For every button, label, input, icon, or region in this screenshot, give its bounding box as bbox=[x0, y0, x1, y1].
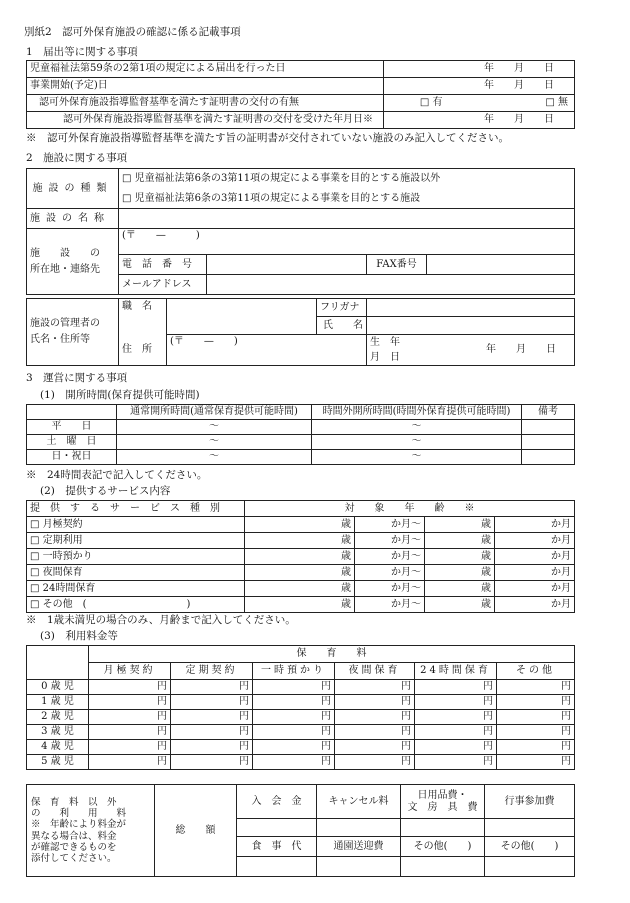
type-option-1[interactable]: □ 児童福祉法第6条の3第11項の規定による事業を目的とする施設以外 bbox=[119, 169, 575, 189]
fee-input[interactable] bbox=[317, 819, 401, 837]
fee-cell[interactable]: 円 bbox=[171, 680, 253, 695]
service-row-label[interactable]: □ 定期利用 bbox=[27, 533, 245, 549]
fee-cell[interactable]: 円 bbox=[335, 680, 415, 695]
birth-field[interactable]: 年 月 日 bbox=[415, 335, 575, 366]
fee-cell[interactable]: 円 bbox=[335, 755, 415, 770]
age-to-years[interactable]: 歳 bbox=[425, 565, 495, 581]
service-col-type: 提 供 す る サ ー ビ ス 種 別 bbox=[27, 501, 245, 517]
fee-cell[interactable]: 円 bbox=[335, 710, 415, 725]
fee-other-1: その他( ) bbox=[401, 837, 485, 857]
age-to-years[interactable]: 歳 bbox=[425, 549, 495, 565]
other-label-3: ※ 年齢により料金が bbox=[31, 819, 127, 831]
fee-cell[interactable]: 円 bbox=[89, 740, 171, 755]
fee-meal: 食 事 代 bbox=[237, 837, 317, 857]
fee-cell[interactable]: 円 bbox=[89, 680, 171, 695]
s1-row2-label: 事業開始(予定)日 bbox=[27, 78, 384, 95]
form-title: 別紙2 認可外保育施設の確認に係る記載事項 bbox=[24, 26, 241, 38]
fee-cell[interactable]: 円 bbox=[497, 725, 575, 740]
job-label: 職 名 bbox=[119, 299, 167, 335]
fee-cell[interactable]: 円 bbox=[253, 725, 335, 740]
tel-label: 電 話 番 号 bbox=[119, 255, 207, 275]
fee-cell[interactable]: 円 bbox=[335, 695, 415, 710]
fee-bus: 通園送迎費 bbox=[317, 837, 401, 857]
other-label-6: 添付してください。 bbox=[31, 852, 117, 864]
mail-field[interactable] bbox=[207, 275, 575, 295]
age-to-months[interactable]: か月 bbox=[495, 581, 575, 597]
location-label-1: 施 設 の bbox=[30, 247, 100, 259]
fee-input[interactable] bbox=[401, 819, 485, 837]
manager-label-2: 氏名・住所等 bbox=[30, 334, 90, 345]
day-saturday: 土 曜 日 bbox=[27, 435, 117, 450]
birth-label-1: 生 年 bbox=[370, 337, 400, 348]
service-col-age: 対 象 年 齢 ※ bbox=[245, 501, 575, 517]
fee-cell[interactable]: 円 bbox=[89, 725, 171, 740]
s2-heading: 2 施設に関する事項 bbox=[26, 152, 128, 164]
hours-note: ※ 24時間表記で記入してください。 bbox=[26, 469, 208, 481]
s1-row3-label: 認可外保育施設指導監督基準を満たす証明書の交付の有無 bbox=[27, 95, 384, 112]
age-to-months[interactable]: か月 bbox=[495, 533, 575, 549]
location-label-2: 所在地・連絡先 bbox=[30, 263, 100, 275]
service-table bbox=[26, 500, 575, 613]
fee-input[interactable] bbox=[485, 819, 575, 837]
service-row-label[interactable]: □ その他 ( ) bbox=[27, 597, 245, 613]
birth-label-2: 月 日 bbox=[370, 352, 400, 363]
fee-input[interactable] bbox=[237, 857, 317, 877]
day-holiday: 日・祝日 bbox=[27, 450, 117, 465]
checkbox-yes[interactable]: □ 有 bbox=[384, 95, 479, 112]
manager-label-1: 施設の管理者の bbox=[30, 318, 100, 329]
fee-cell[interactable]: 円 bbox=[171, 695, 253, 710]
age-to-years[interactable]: 歳 bbox=[425, 533, 495, 549]
name2-field[interactable] bbox=[367, 317, 575, 335]
fee-heading: (3) 利用料金等 bbox=[40, 630, 118, 642]
fee-cell[interactable]: 円 bbox=[497, 755, 575, 770]
fee-col-header: 定期契約 bbox=[171, 663, 253, 680]
fax-field[interactable] bbox=[427, 255, 575, 275]
fee-cell[interactable]: 円 bbox=[415, 725, 497, 740]
other-label-4: 異なる場合は、料金 bbox=[31, 830, 117, 842]
fee-cell[interactable]: 円 bbox=[171, 740, 253, 755]
fee-cell[interactable]: 円 bbox=[415, 695, 497, 710]
other-fee-table bbox=[26, 784, 575, 877]
hours-cell[interactable]: 〜 bbox=[117, 450, 312, 465]
fee-input[interactable] bbox=[401, 857, 485, 877]
fee-col-header: 24時間保育 bbox=[415, 663, 497, 680]
name-label: 施設の名称 bbox=[27, 209, 119, 229]
fee-cell[interactable]: 円 bbox=[335, 725, 415, 740]
age-from-months[interactable]: か月〜 bbox=[355, 533, 425, 549]
fee-col-header: 月極契約 bbox=[89, 663, 171, 680]
fee-cell[interactable]: 円 bbox=[89, 755, 171, 770]
fee-cell[interactable]: 円 bbox=[89, 695, 171, 710]
fee-event: 行事参加費 bbox=[485, 785, 575, 819]
address-field[interactable]: (〒 — ) bbox=[167, 335, 367, 366]
age-to-years[interactable]: 歳 bbox=[425, 597, 495, 613]
fee-cell[interactable]: 円 bbox=[415, 710, 497, 725]
s1-note: ※ 認可外保育施設指導監督基準を満たす旨の証明書が交付されていない施設のみ記入してください。 bbox=[26, 132, 509, 144]
fee-cell[interactable]: 円 bbox=[497, 740, 575, 755]
s1-row2-value[interactable]: 年 月 日 bbox=[384, 78, 575, 95]
fee-cancel: キャンセル料 bbox=[317, 785, 401, 819]
checkbox-no[interactable]: □ 無 bbox=[479, 95, 575, 112]
age-row-label: 4 歳 児 bbox=[27, 740, 89, 755]
hours-cell[interactable] bbox=[522, 420, 575, 435]
s1-row1-value[interactable]: 年 月 日 bbox=[384, 61, 575, 78]
furigana-field[interactable] bbox=[367, 299, 575, 317]
fee-cell[interactable]: 円 bbox=[253, 740, 335, 755]
fee-cell[interactable]: 円 bbox=[415, 755, 497, 770]
mail-label: メールアドレス bbox=[119, 275, 207, 295]
fee-cell[interactable]: 円 bbox=[253, 680, 335, 695]
other-label-5: が確認できるものを bbox=[31, 841, 117, 853]
age-from-years[interactable]: 歳 bbox=[245, 533, 355, 549]
fee-cell[interactable]: 円 bbox=[171, 710, 253, 725]
fee-entry: 入 会 金 bbox=[237, 785, 317, 819]
fee-input[interactable] bbox=[485, 857, 575, 877]
fee-cell[interactable]: 円 bbox=[497, 680, 575, 695]
hours-col-note: 備考 bbox=[522, 405, 575, 420]
hours-cell[interactable]: 〜 bbox=[117, 435, 312, 450]
age-row-label: 0 歳 児 bbox=[27, 680, 89, 695]
age-from-months[interactable]: か月〜 bbox=[355, 581, 425, 597]
type-option-2[interactable]: □ 児童福祉法第6条の3第11項の規定による事業を目的とする施設 bbox=[119, 189, 575, 209]
age-from-years[interactable]: 歳 bbox=[245, 597, 355, 613]
s1-heading: 1 届出等に関する事項 bbox=[26, 46, 138, 58]
age-from-years[interactable]: 歳 bbox=[245, 549, 355, 565]
fax-label: FAX番号 bbox=[367, 255, 427, 275]
hours-cell[interactable]: 〜 bbox=[312, 450, 522, 465]
service-row-label[interactable]: □ 24時間保育 bbox=[27, 581, 245, 597]
hours-cell[interactable]: 〜 bbox=[312, 435, 522, 450]
hours-col-normal: 通常開所時間(通常保育提供可能時間) bbox=[117, 405, 312, 420]
age-to-months[interactable]: か月 bbox=[495, 549, 575, 565]
s2-table bbox=[26, 168, 575, 295]
fee-input[interactable] bbox=[237, 819, 317, 837]
s3-heading: 3 運営に関する事項 bbox=[26, 372, 128, 384]
s1-table bbox=[26, 60, 575, 129]
fee-cell[interactable]: 円 bbox=[415, 740, 497, 755]
job-field[interactable] bbox=[167, 299, 317, 335]
name2-label: 氏 名 bbox=[317, 317, 367, 335]
service-heading: (2) 提供するサービス内容 bbox=[40, 485, 171, 497]
fee-supplies-2: 文 房 具 費 bbox=[407, 801, 478, 813]
fee-col-header: その他 bbox=[497, 663, 575, 680]
age-row-label: 5 歳 児 bbox=[27, 755, 89, 770]
hours-col-overtime: 時間外開所時間(時間外保育提供可能時間) bbox=[312, 405, 522, 420]
age-from-months[interactable]: か月〜 bbox=[355, 517, 425, 533]
fee-cell[interactable]: 円 bbox=[253, 755, 335, 770]
age-from-months[interactable]: か月〜 bbox=[355, 549, 425, 565]
fee-cell[interactable]: 円 bbox=[335, 740, 415, 755]
address-label: 住 所 bbox=[119, 335, 167, 366]
type-label: 施設の種類 bbox=[27, 169, 119, 209]
age-from-years[interactable]: 歳 bbox=[245, 517, 355, 533]
s1-row4-value[interactable]: 年 月 日 bbox=[384, 112, 575, 129]
age-row-label: 1 歳 児 bbox=[27, 695, 89, 710]
service-row-label[interactable]: □ 一時預かり bbox=[27, 549, 245, 565]
hours-cell[interactable] bbox=[522, 435, 575, 450]
age-from-years[interactable]: 歳 bbox=[245, 565, 355, 581]
s1-row4-label: 認可外保育施設指導監督基準を満たす証明書の交付を受けた年月日※ bbox=[27, 112, 384, 129]
fee-cell[interactable]: 円 bbox=[171, 725, 253, 740]
fee-input[interactable] bbox=[317, 857, 401, 877]
fee-col-header: 夜間保育 bbox=[335, 663, 415, 680]
fee-cell[interactable]: 円 bbox=[415, 680, 497, 695]
other-label-1: 保 育 料 以 外 bbox=[31, 796, 117, 808]
hours-cell[interactable]: 〜 bbox=[117, 420, 312, 435]
service-row-label[interactable]: □ 夜間保育 bbox=[27, 565, 245, 581]
fee-table bbox=[26, 645, 575, 770]
age-from-months[interactable]: か月〜 bbox=[355, 597, 425, 613]
fee-other-2: その他( ) bbox=[485, 837, 575, 857]
age-row-label: 2 歳 児 bbox=[27, 710, 89, 725]
fee-cell[interactable]: 円 bbox=[253, 710, 335, 725]
fee-cell[interactable]: 円 bbox=[497, 695, 575, 710]
hours-cell[interactable] bbox=[522, 450, 575, 465]
total-label: 総 額 bbox=[155, 785, 237, 877]
hours-table bbox=[26, 404, 575, 465]
service-note: ※ 1歳未満児の場合のみ、月齢まで記入してください。 bbox=[26, 614, 296, 626]
service-row-label[interactable]: □ 月極契約 bbox=[27, 517, 245, 533]
fee-cell[interactable]: 円 bbox=[497, 710, 575, 725]
s1-row1-label: 児童福祉法第59条の2第1項の規定による届出を行った日 bbox=[27, 61, 384, 78]
age-to-months[interactable]: か月 bbox=[495, 565, 575, 581]
tel-field[interactable] bbox=[207, 255, 367, 275]
hours-heading: (1) 開所時間(保育提供可能時間) bbox=[40, 389, 200, 401]
fee-cell[interactable]: 円 bbox=[89, 710, 171, 725]
fee-col-header: 一時預かり bbox=[253, 663, 335, 680]
fee-cell[interactable]: 円 bbox=[171, 755, 253, 770]
manager-table bbox=[26, 298, 575, 366]
other-label-2: の 利 用 料 bbox=[31, 808, 127, 820]
age-from-months[interactable]: か月〜 bbox=[355, 565, 425, 581]
age-from-years[interactable]: 歳 bbox=[245, 581, 355, 597]
day-weekday: 平 日 bbox=[27, 420, 117, 435]
name-field[interactable] bbox=[119, 209, 575, 229]
hours-cell[interactable]: 〜 bbox=[312, 420, 522, 435]
fee-top-header: 保 育 料 bbox=[89, 646, 575, 663]
furigana-label: フリガナ bbox=[317, 299, 367, 317]
age-to-months[interactable]: か月 bbox=[495, 517, 575, 533]
age-to-years[interactable]: 歳 bbox=[425, 581, 495, 597]
postal-field[interactable]: (〒 — ) bbox=[119, 229, 575, 255]
age-row-label: 3 歳 児 bbox=[27, 725, 89, 740]
fee-supplies-1: 日用品費・ bbox=[417, 789, 468, 801]
age-to-years[interactable]: 歳 bbox=[425, 517, 495, 533]
age-to-months[interactable]: か月 bbox=[495, 597, 575, 613]
fee-cell[interactable]: 円 bbox=[253, 695, 335, 710]
